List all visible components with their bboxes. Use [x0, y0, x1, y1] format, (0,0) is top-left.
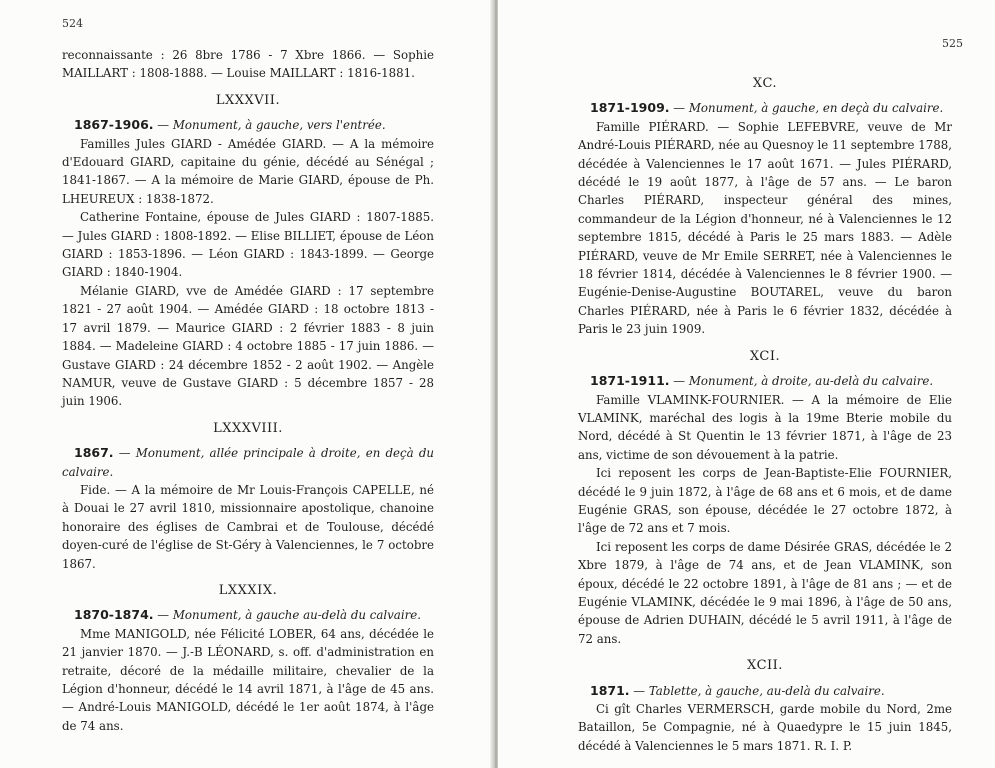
page-content	[578, 66, 952, 755]
entry-paragraph: Familles Jules GIARD - Amédée GIARD. — A la mémoire d'Edouard GIARD, capitaine du génie, décédé au Sénégal ; 1841-1867. — A la mémoire de Marie GIARD, épouse de Ph. LHEUREUX : 1838-1872.	[62, 136, 434, 206]
entry-dates: 1871.	[590, 682, 630, 698]
entry-paragraph: Ici reposent les corps de Jean-Baptiste-Elie FOURNIER, décédé le 9 juin 1872, à l'âge de 68 ans et 6 mois, et de dame Eugénie GRAS, son épouse, décédée le 27 octobre 1872, à l'âge de 72 ans et 7 mois.	[578, 466, 952, 536]
entry-heading	[62, 116, 434, 134]
right-page	[498, 0, 995, 768]
entry-dates: 1871-1911.	[590, 373, 670, 389]
section-numeral: XCI.	[749, 348, 781, 364]
section-numeral: XC.	[752, 76, 778, 91]
entry-heading	[578, 99, 952, 117]
entry-description: — Monument, à gauche au-delà du calvaire.	[157, 608, 421, 623]
entry-paragraph: Ici reposent les corps de dame Désirée GRAS, décédée le 2 Xbre 1879, à l'âge de 74 ans, et de Jean VLAMINK, son époux, décédé le 22 octobre 1891, à l'âge de 81 ans ; — et de Eugénie VLAMINK, décédée le 9 mai 1896, à l'âge de 50 ans, épouse de Adrien DUHAIN, décédé le 5 avril 1911, à l'âge de 72 ans.	[578, 539, 952, 646]
entry-heading	[62, 606, 434, 624]
entry-description: — Monument, allée principale à droite, en deçà du calvaire.	[62, 446, 435, 479]
entry-paragraph: Famille VLAMINK-FOURNIER. — A la mémoire de Elie VLAMINK, maréchal des logis à la 19me Bterie mobile du Nord, décédé à St Quentin le 13 février 1871, à l'âge de 23 ans, victime de son dévouement à la patrie.	[578, 392, 952, 462]
section-numeral: LXXXVIII.	[213, 420, 283, 436]
entry-description: — Tablette, à gauche, au-delà du calvaire.	[633, 683, 885, 698]
section-numeral: LXXXVII.	[215, 92, 281, 108]
entry-description: — Monument, à droite, au-delà du calvaire.	[673, 374, 934, 389]
continuation-text: reconnaissante : 26 8bre 1786 - 7 Xbre 1866. — Sophie MAILLART : 1808-1888. — Louise MAILLART : 1816-1881.	[62, 48, 434, 81]
entry-heading	[62, 444, 434, 481]
entry-paragraph: Fide. — A la mémoire de Mr Louis-François CAPELLE, né à Douai le 27 avril 1810, missionnaire apostolique, chanoine honoraire des églises de Cambrai et de Toulouse, décédé doyen-curé de l'église de St-Géry à Valenciennes, le 7 octobre 1867.	[62, 482, 434, 571]
entry-paragraph: Mme MANIGOLD, née Félicité LOBER, 64 ans, décédée le 21 janvier 1870. — J.-B LÉONARD, s. off. d'administration en retraite, décoré de la médaille militaire, chevalier de la Légion d'honneur, décédé le 14 avril 1871, à l'âge de 45 ans. — André-Louis MANIGOLD, décédé le 1er août 1874, à l'âge de 74 ans.	[62, 626, 434, 733]
page-content	[62, 46, 434, 735]
entry-dates: 1870-1874.	[74, 607, 154, 623]
page-number: 524	[62, 17, 83, 30]
section-numeral: XCII.	[747, 658, 783, 674]
entry-description: — Monument, à gauche, vers l'entrée.	[157, 118, 386, 133]
entry-paragraph: Ci gît Charles VERMERSCH, garde mobile du Nord, 2me Bataillon, 5e Compagnie, né à Quaedypre le 15 juin 1845, décédé à Valenciennes le 5 mars 1871. R. I. P.	[578, 702, 952, 753]
entry-dates: 1867-1906.	[74, 117, 154, 133]
entry-heading	[578, 682, 952, 700]
page-number: 525	[942, 37, 963, 50]
entry-description: — Monument, à gauche, en deçà du calvaire.	[673, 101, 944, 116]
entry-dates: 1871-1909.	[590, 100, 670, 116]
entry-paragraph: Famille PIÉRARD. — Sophie LEFEBVRE, veuve de Mr André-Louis PIÉRARD, née au Quesnoy le 11 septembre 1788, décédée à Valenciennes le 17 août 1671. — Jules PIÉRARD, décédé le 19 août 1877, à l'âge de 57 ans. — Le baron Charles PIÉRARD, inspecteur général des mines, commandeur de la Légion d'honneur, né à Valenciennes le 12 septembre 1815, décédé à Paris le 25 mars 1883. — Adèle PIÉRARD, veuve de Mr Emile SERRET, née à Valenciennes le 18 février 1814, décédée à Valenciennes le 8 février 1900. — Eugénie-Denise-Augustine BOUTAREL, veuve du baron Charles PIÉRARD, née à Paris le 6 février 1832, décédée à Paris le 23 juin 1909.	[578, 119, 952, 337]
entry-dates: 1867.	[74, 445, 114, 461]
entry-heading	[578, 372, 952, 390]
entry-paragraph: Catherine Fontaine, épouse de Jules GIARD : 1807-1885. — Jules GIARD : 1808-1892. — Elise BILLIET, épouse de Léon GIARD : 1853-1896. — Léon GIARD : 1843-1899. — George GIARD : 1840-1904.	[62, 210, 434, 280]
entry-paragraph: Mélanie GIARD, vve de Amédée GIARD : 17 septembre 1821 - 27 août 1904. — Amédée GIARD : 18 octobre 1813 - 17 avril 1879. — Maurice GIARD : 2 février 1883 - 8 juin 1884. — Madeleine GIARD : 4 octobre 1885 - 17 juin 1886. — Gustave GIARD : 24 décembre 1852 - 2 août 1902. — Angèle NAMUR, veuve de Gustave GIARD : 5 décembre 1857 - 28 juin 1906.	[62, 283, 434, 409]
section-numeral: LXXXIX.	[218, 582, 278, 598]
left-page	[0, 0, 494, 768]
